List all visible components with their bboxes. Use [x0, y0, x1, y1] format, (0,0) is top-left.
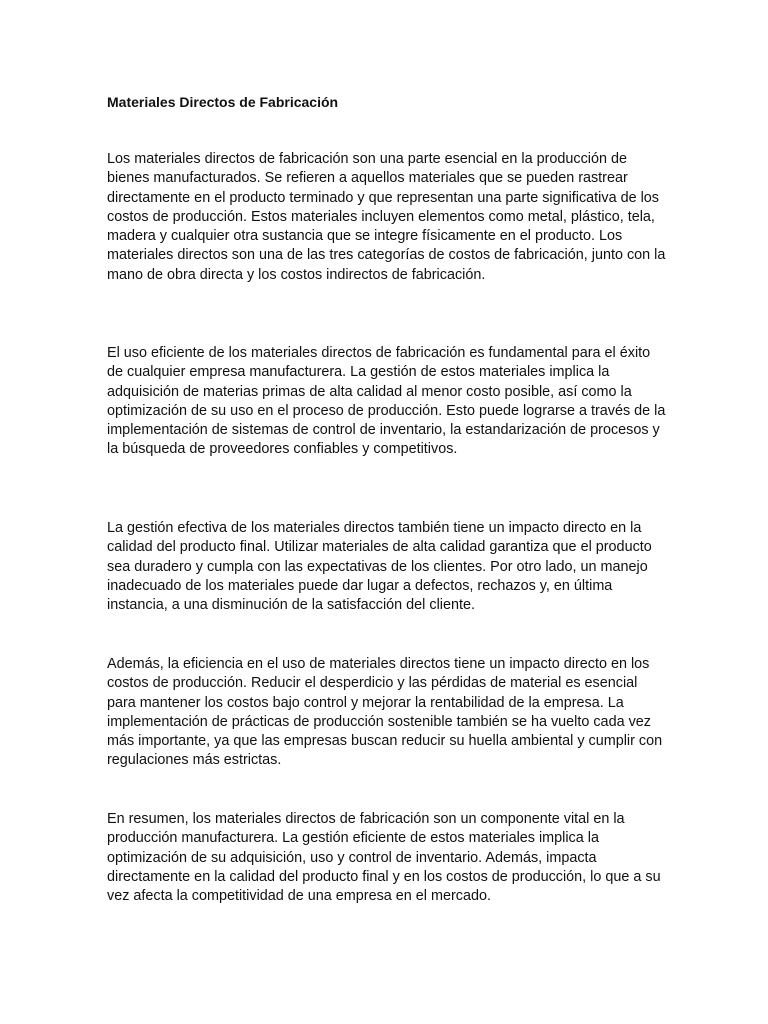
paragraph-quality-impact: La gestión efectiva de los materiales directos también tiene un impacto directo en la calidad del producto final. Utilizar materiales de alta calidad garantiza que el producto sea duradero y cumpla con las expectativas de los clientes. Por otro lado, un manejo inadecuado de los materiales puede dar lugar a defectos, rechazos y, en última instancia, a una disminución de la satisfacción del cliente. [107, 520, 652, 614]
paragraph-efficient-use: El uso eficiente de los materiales directos de fabricación es fundamental para el éxito de cualquier empresa manufacturera. La gestión de estos materiales implica la adquisición de materias primas de alta calidad al menor costo posible, así como la optimización de su uso en el proceso de producción. Esto puede lograrse a través de la implementación de sistemas de control de inventario, la estandarización de procesos y la búsqueda de proveedores confiables y competitivos. [107, 345, 666, 458]
document-page [107, 93, 667, 905]
document-title: Materiales Directos de Fabricación [107, 94, 339, 110]
paragraph-intro: Los materiales directos de fabricación son una parte esencial en la producción de bienes manufacturados. Se refieren a aquellos materiales que se pueden rastrear directamente en el producto terminado y que representan una parte significativa de los costos de producción. Estos materiales incluyen elementos como metal, plástico, tela, madera y cualquier otra sustancia que se integre físicamente en el producto. Los materiales directos son una de las tres categorías de costos de fabricación, junto con la mano de obra directa y los costos indirectos de fabricación. [107, 151, 666, 283]
paragraph-cost-impact: Además, la eficiencia en el uso de materiales directos tiene un impacto directo en los costos de producción. Reducir el desperdicio y las pérdidas de material es esencial para mantener los costos bajo control y mejorar la rentabilidad de la empresa. La implementación de prácticas de producción sostenible también se ha vuelto cada vez más importante, ya que las empresas buscan reducir su huella ambiental y cumplir con regulaciones más estrictas. [107, 656, 663, 769]
paragraph-summary: En resumen, los materiales directos de fabricación son un componente vital en la producción manufacturera. La gestión eficiente de estos materiales implica la optimización de su adquisición, uso y control de inventario. Además, impacta directamente en la calidad del producto final y en los costos de producción, lo que a su vez afecta la competitividad de una empresa en el mercado. [107, 811, 661, 905]
